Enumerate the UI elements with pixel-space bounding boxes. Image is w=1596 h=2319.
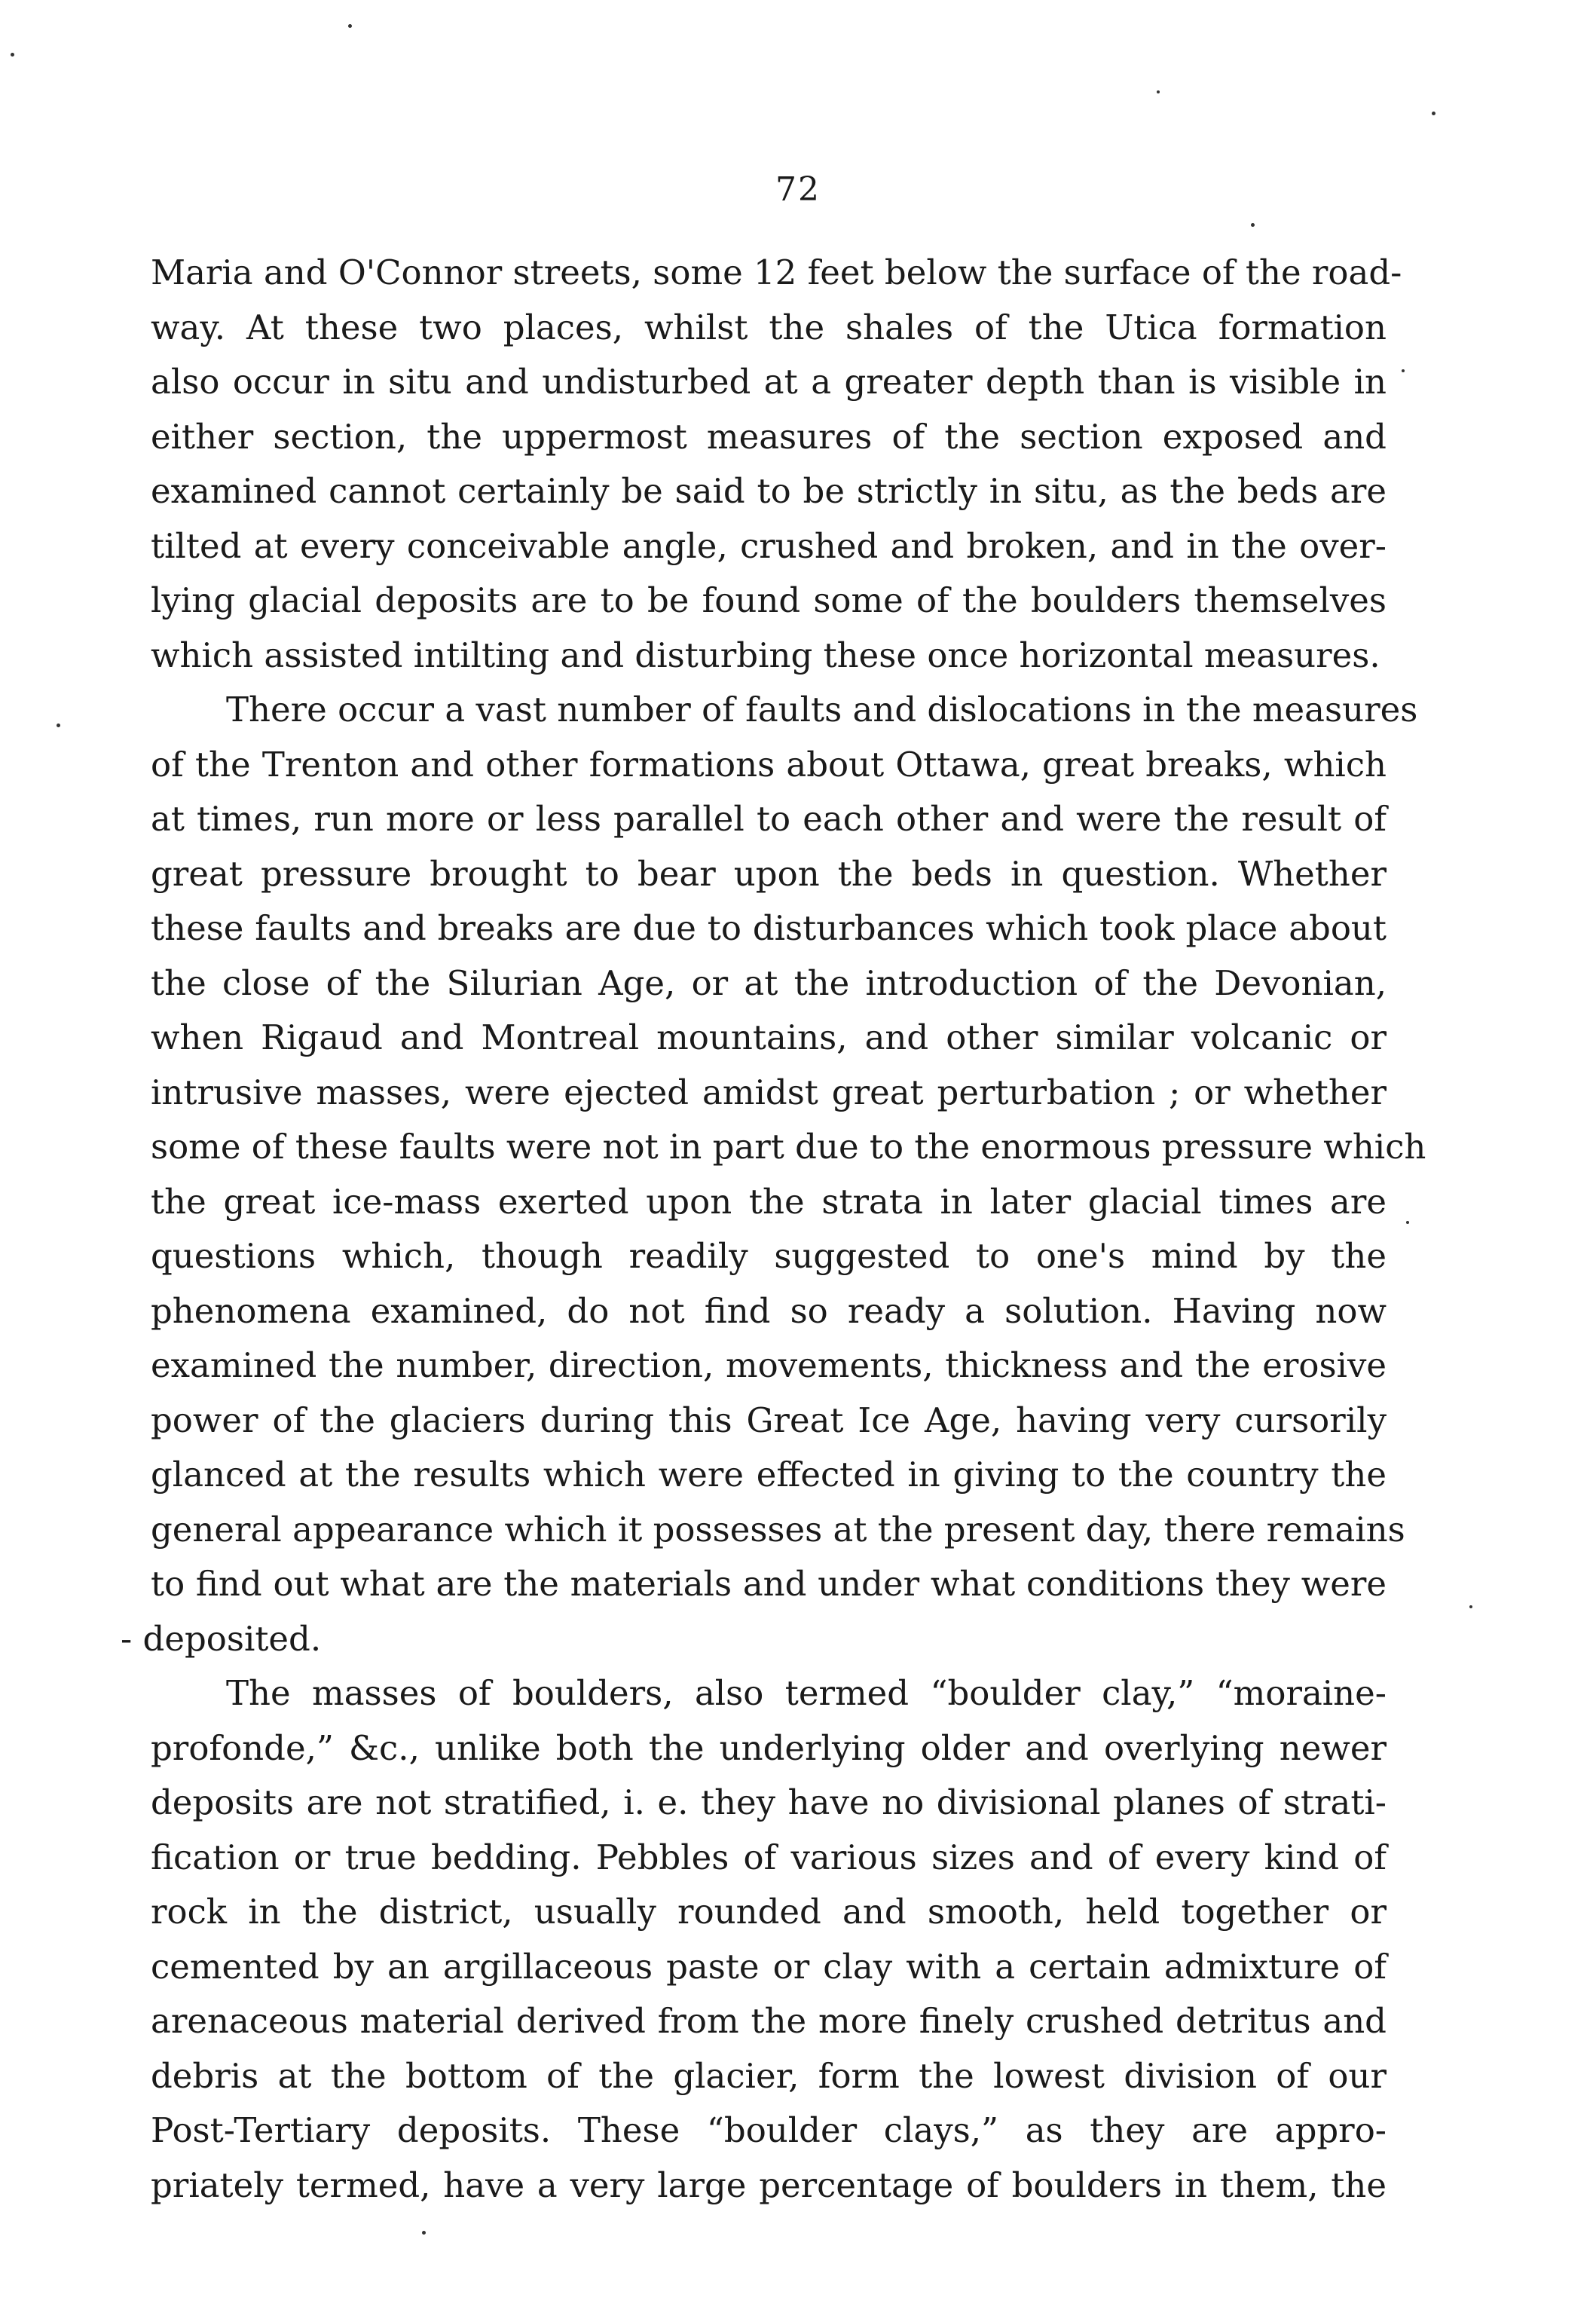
page-number: 72 <box>775 170 821 209</box>
text-line: deposits are not stratified, i. e. they have no divisional planes of strati- <box>151 1782 1387 1822</box>
text-line: rock in the district, usually rounded and smooth, held together or <box>151 1892 1387 1932</box>
body-text <box>121 246 1426 2213</box>
text-line: - deposited. <box>121 1618 322 1659</box>
text-line: way. At these two places, whilst the shales of the Utica formation <box>151 307 1387 347</box>
text-line: also occur in situ and undisturbed at a greater depth than is visible in <box>151 362 1387 402</box>
text-line: profonde,” &c., unlike both the underlying older and overlying newer <box>151 1727 1387 1768</box>
text-line: phenomena examined, do not find so ready a solution. Having now <box>151 1290 1387 1331</box>
text-line: arenaceous material derived from the more finely crushed detritus and <box>151 2001 1387 2041</box>
text-line: examined the number, direction, movements, thickness and the erosive <box>151 1345 1387 1385</box>
scan-speck <box>11 53 14 57</box>
text-line: cemented by an argillaceous paste or clay with a certain admixture of <box>151 1946 1387 1987</box>
scan-speck <box>1157 90 1160 93</box>
text-line: when Rigaud and Montreal mountains, and other similar volcanic or <box>151 1017 1387 1057</box>
text-line: questions which, though readily suggested to one's mind by the <box>151 1236 1387 1276</box>
text-line: power of the glaciers during this Great Ice Age, having very cursorily <box>151 1400 1387 1440</box>
text-line: great pressure brought to bear upon the beds in question. Whether <box>151 853 1387 894</box>
scan-speck <box>1432 112 1435 115</box>
text-line: the close of the Silurian Age, or at the introduction of the Devonian, <box>151 962 1387 1003</box>
text-line: Post-Tertiary deposits. These “boulder clays,” as they are appro- <box>151 2110 1387 2150</box>
text-line: debris at the bottom of the glacier, form the lowest division of our <box>151 2055 1387 2096</box>
text-line: priately termed, have a very large percentage of boulders in them, the <box>151 2165 1387 2205</box>
scan-speck <box>1469 1605 1472 1608</box>
text-line: Maria and O'Connor streets, some 12 feet below the surface of the road- <box>151 252 1402 292</box>
scan-speck <box>1406 1221 1409 1224</box>
text-line: fication or true bedding. Pebbles of various sizes and of every kind of <box>151 1837 1387 1877</box>
text-line: There occur a vast number of faults and dislocations in the measures <box>226 690 1418 730</box>
text-line: examined cannot certainly be said to be strictly in situ, as the beds are <box>151 471 1387 511</box>
scan-speck <box>57 724 60 727</box>
scan-speck <box>422 2231 426 2235</box>
text-line: of the Trenton and other formations about Ottawa, great breaks, which <box>151 744 1387 785</box>
scan-speck <box>1402 369 1405 372</box>
text-line: at times, run more or less parallel to each other and were the result of <box>151 799 1387 839</box>
text-line: the great ice-mass exerted upon the strata in later glacial times are <box>151 1181 1387 1222</box>
text-line: to find out what are the materials and under what conditions they were <box>151 1564 1387 1604</box>
text-line: general appearance which it possesses at the present day, there remains <box>151 1509 1405 1550</box>
text-line: glanced at the results which were effected in giving to the country the <box>151 1455 1387 1495</box>
text-line: lying glacial deposits are to be found some of the boulders themselves <box>151 580 1387 620</box>
text-line: intrusive masses, were ejected amidst great perturbation ; or whether <box>151 1072 1387 1112</box>
scan-speck <box>1251 223 1255 227</box>
text-line: these faults and breaks are due to disturbances which took place about <box>151 908 1387 948</box>
text-line: tilted at every conceivable angle, crushed and broken, and in the over- <box>151 525 1387 566</box>
scan-speck <box>348 24 352 28</box>
text-line: some of these faults were not in part due to the enormous pressure which <box>151 1127 1426 1167</box>
text-line: The masses of boulders, also termed “boulder clay,” “moraine- <box>226 1673 1387 1713</box>
text-line: which assisted intilting and disturbing these once horizontal measures. <box>151 635 1380 675</box>
text-line: either section, the uppermost measures of the section exposed and <box>151 416 1387 457</box>
